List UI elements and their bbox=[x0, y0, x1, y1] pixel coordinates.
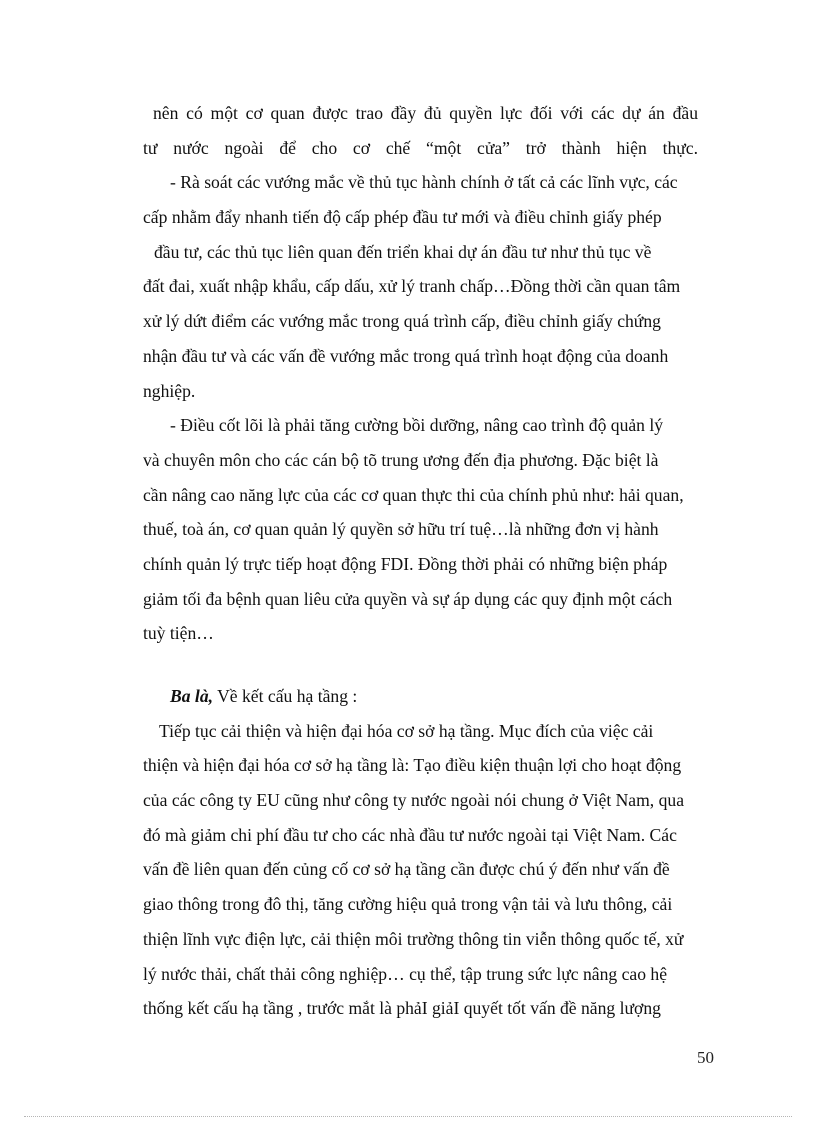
text-line-7: xử lý dứt điểm các vướng mắc trong quá trình cấp, điều chỉnh giấy chứng bbox=[143, 311, 661, 332]
text-line-14: chính quản lý trực tiếp hoạt động FDI. Đồng thời phải có những biện pháp bbox=[143, 553, 668, 574]
text-line-9: nghiệp. bbox=[143, 380, 196, 401]
text-line-24: lý nước thải, chất thải công nghiệp… cụ thể, tập trung sức lực nâng cao hệ bbox=[143, 963, 668, 984]
section-heading-text: Về kết cấu hạ tầng : bbox=[213, 686, 358, 706]
text-line-12: cần nâng cao năng lực của các cơ quan thực thi của chính phủ như: hải quan, bbox=[143, 484, 684, 505]
text-line-6: đất đai, xuất nhập khẩu, cấp dấu, xử lý tranh chấp…Đồng thời cần quan tâm bbox=[143, 276, 681, 297]
bottom-divider bbox=[24, 1116, 792, 1117]
text-line-2: tư nước ngoài để cho cơ chế “một cửa” trở thành hiện thực. bbox=[143, 137, 698, 158]
text-line-20: đó mà giảm chi phí đầu tư cho các nhà đầu tư nước ngoài tại Việt Nam. Các bbox=[143, 824, 677, 845]
text-line-11: và chuyên môn cho các cán bộ tõ trung ương đến địa phương. Đặc biệt là bbox=[143, 449, 659, 470]
text-line-3: - Rà soát các vướng mắc về thủ tục hành chính ở tất cả các lĩnh vực, các bbox=[170, 172, 678, 193]
text-line-22: giao thông trong đô thị, tăng cường hiệu quả trong vận tải và lưu thông, cải bbox=[143, 894, 673, 915]
text-line-5: đầu tư, các thủ tục liên quan đến triển khai dự án đầu tư như thủ tục về bbox=[154, 241, 652, 262]
section-heading bbox=[143, 679, 698, 714]
text-line-8: nhận đầu tư và các vấn đề vướng mắc trong quá trình hoạt động của doanh bbox=[143, 345, 669, 366]
text-line-23: thiện lĩnh vực điện lực, cải thiện môi trường thông tin viễn thông quốc tế, xử bbox=[143, 928, 684, 949]
text-line-10: - Điều cốt lõi là phải tăng cường bồi dưỡng, nâng cao trình độ quản lý bbox=[170, 415, 664, 436]
text-line-21: vấn đề liên quan đến củng cố cơ sở hạ tầng cần được chú ý đến như vấn đề bbox=[143, 859, 670, 880]
text-line-17: Tiếp tục cải thiện và hiện đại hóa cơ sở hạ tầng. Mục đích của việc cải bbox=[159, 720, 654, 741]
text-line-1: nên có một cơ quan được trao đầy đủ quyền lực đối với các dự án đầu bbox=[153, 103, 698, 123]
text-line-13: thuế, toà án, cơ quan quản lý quyền sở hữu trí tuệ…là những đơn vị hành bbox=[143, 519, 659, 540]
text-line-18: thiện và hiện đại hóa cơ sở hạ tầng là: Tạo điều kiện thuận lợi cho hoạt động bbox=[143, 755, 682, 776]
page-number: 50 bbox=[697, 1048, 714, 1067]
text-line-4: cấp nhằm đẩy nhanh tiến độ cấp phép đầu tư mới và điều chỉnh giấy phép bbox=[143, 207, 662, 228]
paragraph-gap bbox=[143, 651, 698, 679]
text-line-15: giảm tối đa bệnh quan liêu cửa quyền và sự áp dụng các quy định một cách bbox=[143, 588, 673, 609]
section-heading-label: Ba là, bbox=[170, 686, 214, 706]
text-line-16: tuỳ tiện… bbox=[143, 623, 214, 644]
text-line-19: của các công ty EU cũng như công ty nước ngoài nói chung ở Việt Nam, qua bbox=[143, 790, 684, 811]
text-line-25: thống kết cấu hạ tầng , trước mắt là phảI giảI quyết tốt vấn đề năng lượng bbox=[143, 998, 661, 1019]
body-text bbox=[143, 96, 698, 1026]
